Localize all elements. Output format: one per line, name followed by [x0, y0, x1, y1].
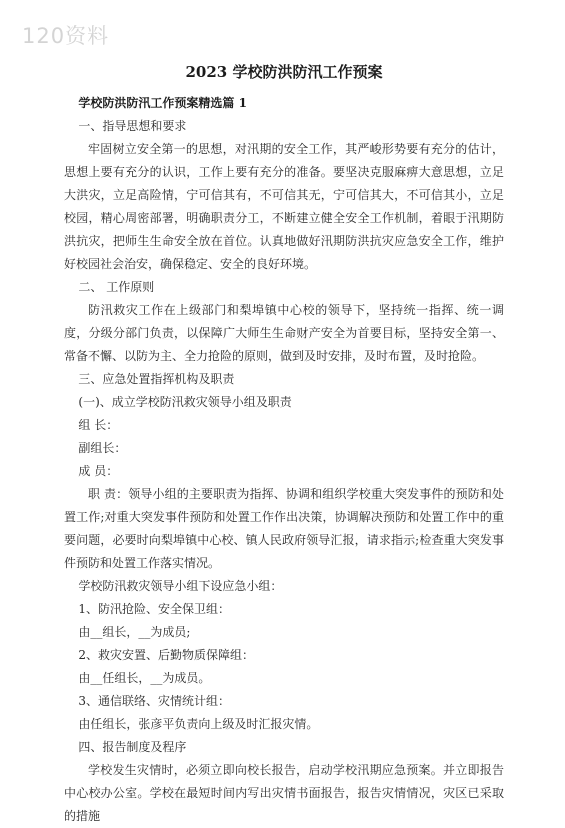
group-1-members: 由__组长，__为成员; — [78, 625, 191, 639]
watermark: 120资料 — [22, 24, 110, 48]
group-3-members: 由任组长，张彦平负责向上级及时汇报灾情。 — [78, 717, 319, 731]
document-page — [64, 62, 504, 828]
section-4-heading: 四、报告制度及程序 — [78, 740, 187, 754]
duty-paragraph: 职 责：领导小组的主要职责为指挥、协调和组织学校重大突发事件的预防和处置工作;对重大突发事件预防和处置工作作出决策，协调解决预防和处置工作中的重要问题，必要时向梨埠镇中心校、镇人民政府领导汇报，请求指示;检查重大突发事件预防和处置工作落实情况。 — [64, 487, 504, 570]
document-title: 2023 学校防洪防汛工作预案 — [185, 63, 383, 81]
document-subtitle: 学校防洪防汛工作预案精选篇 1 — [78, 96, 247, 110]
section-1-heading: 一、指导思想和要求 — [78, 119, 187, 133]
section-4-body: 学校发生灾情时，必须立即向校长报告，启动学校汛期应急预案。并立即报告中心校办公室。学校在最短时间内写出灾情书面报告，报告灾情情况，灾区已采取的措施 — [64, 763, 504, 823]
leader-line: 组 长： — [78, 418, 119, 432]
section-3-subheading: (一)、成立学校防汛救灾领导小组及职责 — [78, 395, 292, 409]
group-1-title: 1、防汛抢险、安全保卫组： — [78, 602, 231, 616]
group-2-title: 2、救灾安置、后勤物质保障组： — [78, 648, 255, 662]
section-2-body: 防汛救灾工作在上级部门和梨埠镇中心校的领导下，坚持统一指挥、统一调度，分级分部门负责，以保障广大师生生命财产安全为首要目标，坚持安全第一、常备不懈、以防为主、全力抢险的原则，做到及时安排，及时布置，及时抢险。 — [64, 303, 504, 363]
section-3-heading: 三、应急处置指挥机构及职责 — [78, 372, 235, 386]
group-2-members: 由__任组长，__为成员。 — [78, 671, 211, 685]
section-2-heading: 二、 工作原则 — [78, 280, 155, 294]
section-1-body: 牢固树立安全第一的思想，对汛期的安全工作，其严峻形势要有充分的估计，思想上要有充分的认识，工作上要有充分的准备。要坚决克服麻痹大意思想，立足大洪灾，立足高险情，宁可信其有，不可信其无，宁可信其大，不可信其小，立足校园，精心周密部署，明确职责分工，不断建立健全安全工作机制，着眼于汛期防洪抗灾，把师生生命安全放在首位。认真地做好汛期防洪抗灾应急安全工作，维护好校园社会治安，确保稳定、安全的良好环境。 — [64, 142, 504, 271]
group-3-title: 3、通信联络、灾情统计组： — [78, 694, 231, 708]
emergency-group-intro: 学校防汛救灾领导小组下设应急小组： — [78, 579, 283, 593]
members-line: 成 员： — [78, 464, 119, 478]
deputy-leader-line: 副组长： — [78, 441, 127, 455]
